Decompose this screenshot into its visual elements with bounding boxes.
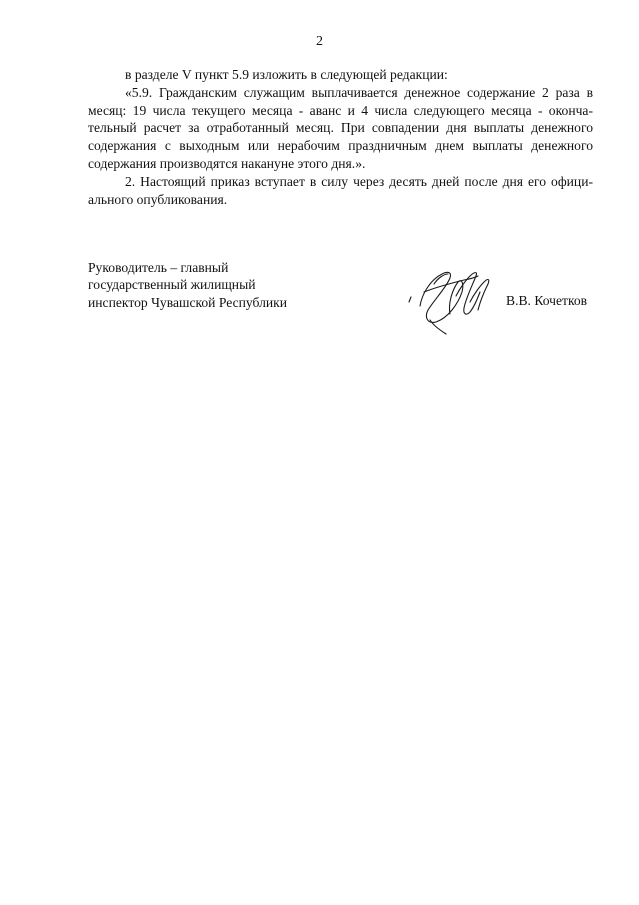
signer-name: В.В. Кочетков	[506, 293, 588, 308]
body-text	[88, 66, 593, 208]
paragraph-5-9-line-2: месяц: 19 числа текущего месяца - аванс и 4 числа следующего месяца - оконча-	[88, 102, 593, 118]
handwritten-signature-icon	[404, 262, 496, 336]
paragraph-5-9-line-4: содержания с выходным или нерабочим праздничным днем выплаты денежного	[88, 138, 593, 154]
signer-title-line-3: инспектор Чувашской Республики	[88, 294, 288, 310]
paragraph-2-line-2: ального опубликования.	[88, 191, 228, 207]
paragraph-2-line-1: 2. Настоящий приказ вступает в силу через десять дней после дня его офици-	[125, 173, 593, 189]
paragraph-5-9-line-3: тельный расчет за отработанный месяц. При совпадении дня выплаты денежного	[88, 120, 593, 136]
paragraph-5-9-line-1: «5.9. Гражданским служащим выплачивается денежное содержание 2 раза в	[125, 84, 593, 100]
signer-title-line-1: Руководитель – главный	[88, 260, 229, 275]
signer-title-line-2: государственный жилищный	[88, 277, 256, 293]
paragraph-intro-line: в разделе V пункт 5.9 изложить в следующей редакции:	[125, 67, 448, 82]
paragraph-5-9-line-5: содержания производятся накануне этого дня.».	[88, 155, 366, 171]
signer-title	[88, 259, 287, 311]
page-number: 2	[316, 34, 323, 49]
